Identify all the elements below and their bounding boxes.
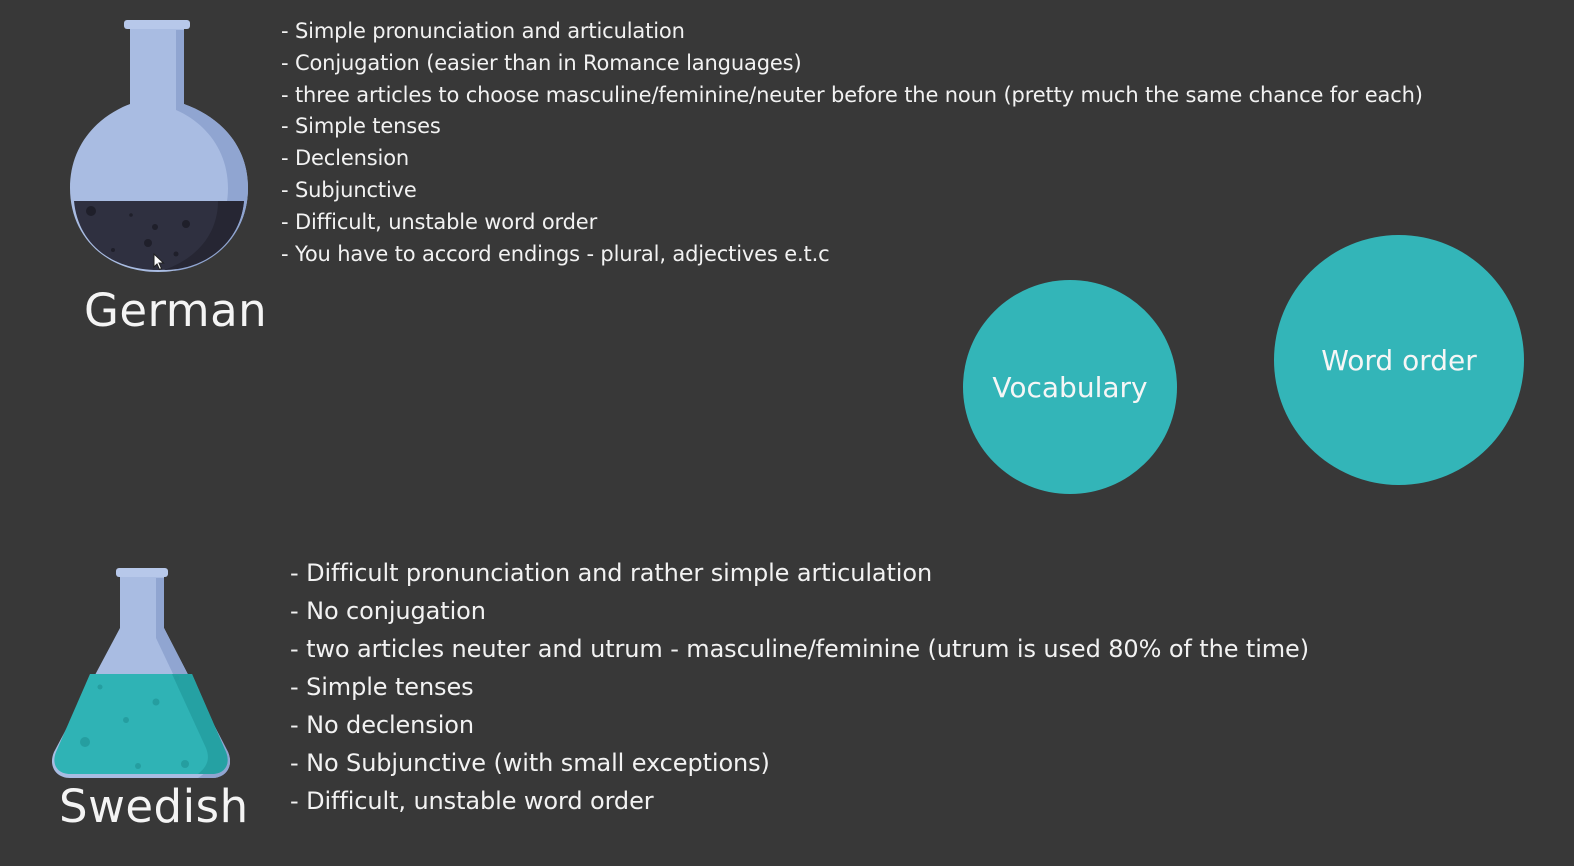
round-bottom-flask-icon — [68, 18, 250, 276]
swedish-point: - No conjugation — [290, 597, 486, 625]
german-point: - You have to accord endings - plural, adjectives e.t.c — [281, 241, 830, 266]
swedish-points-list — [290, 554, 1309, 820]
word-order-label: Word order — [1321, 343, 1477, 377]
german-point: - three articles to choose masculine/feminine/neuter before the noun (pretty much the same chance for each) — [281, 82, 1423, 107]
swedish-point: - Difficult, unstable word order — [290, 787, 654, 815]
german-points-list — [281, 16, 1423, 270]
german-point: - Subjunctive — [281, 177, 417, 202]
german-point: - Difficult, unstable word order — [281, 209, 598, 234]
german-point: - Simple pronunciation and articulation — [281, 19, 685, 43]
mouse-cursor-icon — [153, 253, 165, 275]
swedish-label: Swedish — [59, 780, 249, 833]
swedish-point: - No Subjunctive (with small exceptions) — [290, 749, 770, 777]
swedish-point: - two articles neuter and utrum - masculine/feminine (utrum is used 80% of the time) — [290, 635, 1309, 663]
swedish-point: - Simple tenses — [290, 673, 474, 701]
vocabulary-label: Vocabulary — [992, 370, 1148, 404]
swedish-point: - Difficult pronunciation and rather simple articulation — [290, 559, 933, 587]
german-point: - Declension — [281, 146, 410, 171]
german-point: - Simple tenses — [281, 114, 441, 139]
swedish-point: - No declension — [290, 711, 474, 739]
german-point: - Conjugation (easier than in Romance languages) — [281, 50, 802, 75]
vocabulary-circle — [963, 280, 1177, 494]
german-label: German — [84, 284, 268, 337]
word-order-circle — [1274, 235, 1524, 485]
erlenmeyer-flask-icon — [48, 566, 234, 784]
